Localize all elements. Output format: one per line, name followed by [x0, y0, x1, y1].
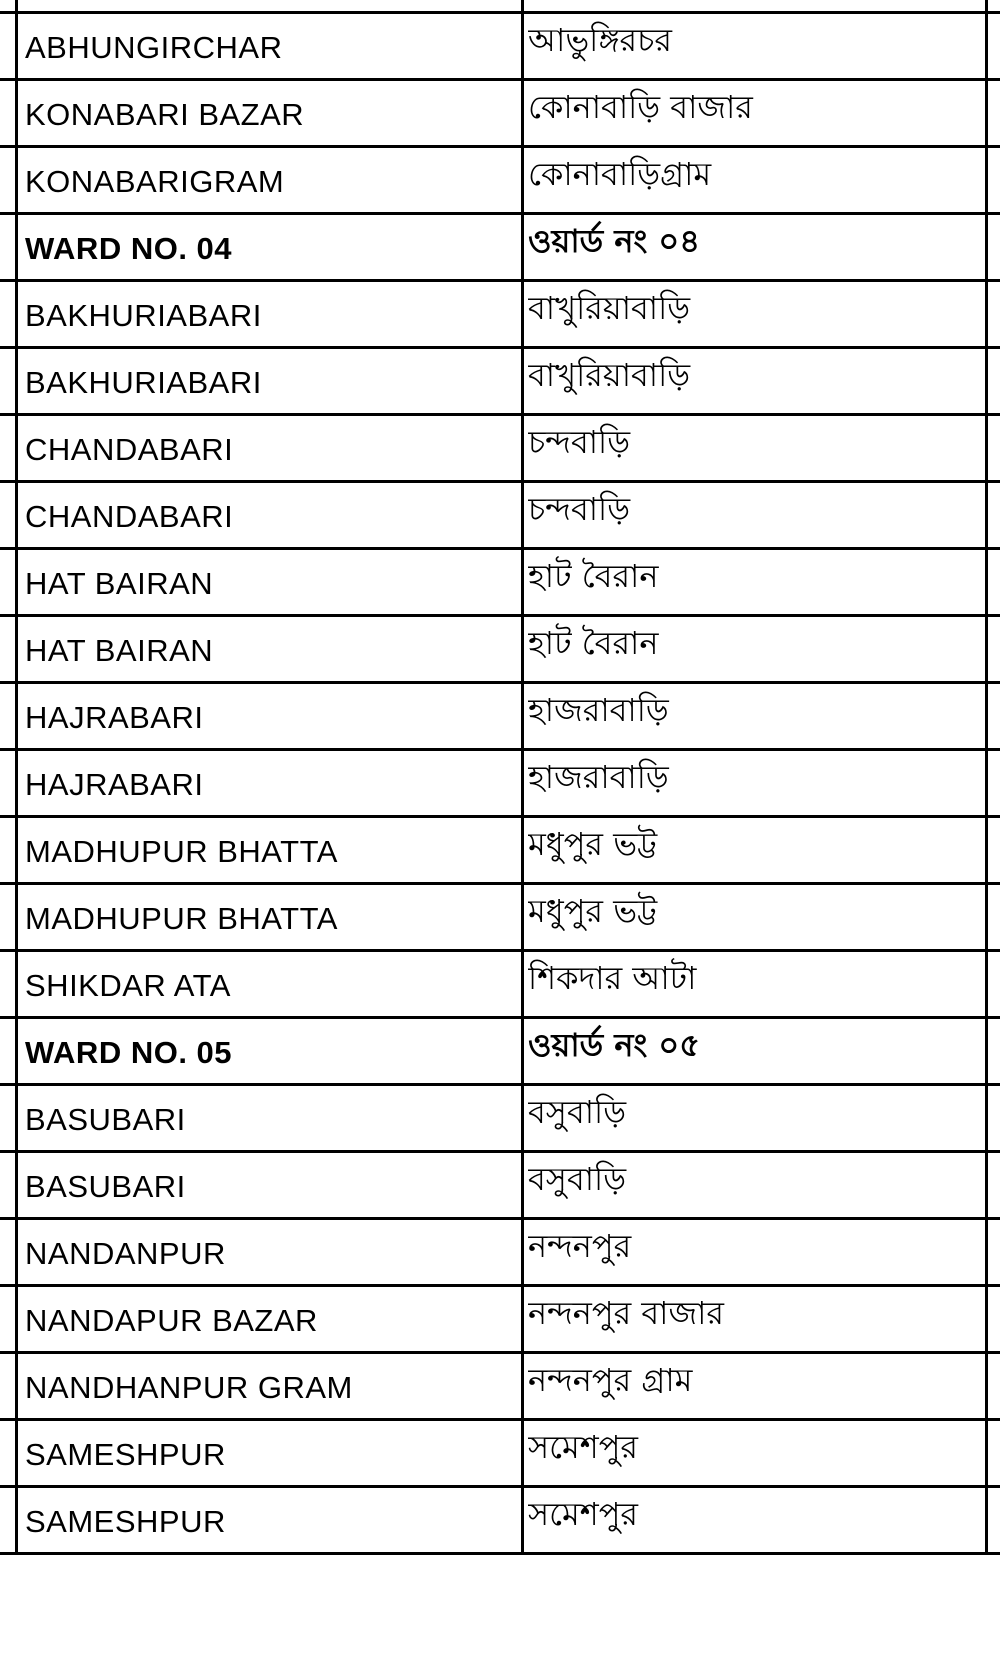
english-name-cell: HAT BAIRAN	[25, 632, 214, 668]
row-divider	[0, 11, 1000, 14]
bengali-name-cell: আভুঙ্গিরচর	[528, 20, 673, 59]
row-divider	[0, 480, 1000, 483]
row-divider	[0, 949, 1000, 952]
bengali-name-cell: ওয়ার্ড নং ০৪	[528, 221, 700, 260]
row-divider	[0, 78, 1000, 81]
english-name-cell: KONABARIGRAM	[25, 163, 285, 199]
row-divider	[0, 346, 1000, 349]
row-divider	[0, 748, 1000, 751]
bengali-name-cell: নন্দনপুর	[528, 1226, 632, 1265]
table-row	[0, 1218, 1000, 1285]
english-name-cell: BASUBARI	[25, 1101, 186, 1137]
row-divider	[0, 1150, 1000, 1153]
table-row	[0, 1285, 1000, 1352]
bengali-name-cell: সমেশপুর	[528, 1427, 639, 1466]
row-divider	[0, 1284, 1000, 1287]
ward-header-row	[0, 213, 1000, 280]
row-divider	[0, 882, 1000, 885]
column-divider	[521, 0, 524, 1554]
english-name-cell: SAMESHPUR	[25, 1503, 226, 1539]
bengali-name-cell: শিকদার আটা	[528, 958, 697, 997]
row-divider	[0, 1485, 1000, 1488]
bengali-name-cell: বাখুরিয়াবাড়ি	[528, 288, 691, 327]
bengali-name-cell: বসুবাড়ি	[528, 1159, 627, 1198]
left-border	[15, 0, 18, 1554]
bengali-name-cell: বসুবাড়ি	[528, 1092, 627, 1131]
english-name-cell: KONABARI BAZAR	[25, 96, 305, 132]
bengali-name-cell: চন্দবাড়ি	[528, 422, 631, 461]
english-name-cell: BASUBARI	[25, 1168, 186, 1204]
row-divider	[0, 1016, 1000, 1019]
table-row	[0, 12, 1000, 79]
table-row	[0, 548, 1000, 615]
right-border	[985, 0, 988, 1554]
table-row	[0, 615, 1000, 682]
row-divider	[0, 547, 1000, 550]
bengali-name-cell: হাজরাবাড়ি	[528, 757, 669, 796]
table-row	[0, 146, 1000, 213]
english-name-cell: SHIKDAR ATA	[25, 967, 231, 1003]
bengali-name-cell: কোনাবাড়িগ্রাম	[528, 154, 712, 193]
row-divider	[0, 212, 1000, 215]
bengali-name-cell: হাজরাবাড়ি	[528, 690, 669, 729]
bengali-name-cell: বাখুরিয়াবাড়ি	[528, 355, 691, 394]
row-divider	[0, 681, 1000, 684]
english-name-cell: MADHUPUR BHATTA	[25, 833, 338, 869]
row-divider	[0, 1083, 1000, 1086]
table-row	[0, 682, 1000, 749]
english-name-cell: CHANDABARI	[25, 431, 234, 467]
english-name-cell: SAMESHPUR	[25, 1436, 226, 1472]
english-name-cell: WARD NO. 04	[25, 230, 233, 266]
row-divider	[0, 1351, 1000, 1354]
table-row	[0, 414, 1000, 481]
row-divider	[0, 145, 1000, 148]
table-row	[0, 347, 1000, 414]
row-divider	[0, 279, 1000, 282]
english-name-cell: NANDHANPUR GRAM	[25, 1369, 353, 1405]
bengali-name-cell: হাট বৈরান	[528, 556, 659, 595]
bengali-name-cell: চন্দবাড়ি	[528, 489, 631, 528]
bengali-name-cell: নন্দনপুর বাজার	[528, 1293, 724, 1332]
english-name-cell: BAKHURIABARI	[25, 364, 262, 400]
table-row	[0, 481, 1000, 548]
english-name-cell: BAKHURIABARI	[25, 297, 262, 333]
row-divider	[0, 815, 1000, 818]
bengali-name-cell: সমেশপুর	[528, 1494, 639, 1533]
english-name-cell: CHANDABARI	[25, 498, 234, 534]
row-divider	[0, 1552, 1000, 1555]
row-divider	[0, 1217, 1000, 1220]
bengali-name-cell: কোনাবাড়ি বাজার	[528, 87, 753, 126]
row-divider	[0, 413, 1000, 416]
bengali-name-cell: মধুপুর ভট্ট	[528, 891, 658, 930]
english-name-cell: HAT BAIRAN	[25, 565, 214, 601]
table-row	[0, 1486, 1000, 1553]
bengali-name-cell: ওয়ার্ড নং ০৫	[528, 1025, 700, 1064]
table-row	[0, 1084, 1000, 1151]
table-row	[0, 816, 1000, 883]
bengali-name-cell: নন্দনপুর গ্রাম	[528, 1360, 693, 1399]
english-name-cell: WARD NO. 05	[25, 1034, 233, 1070]
table-row	[0, 1151, 1000, 1218]
english-name-cell: MADHUPUR BHATTA	[25, 900, 338, 936]
english-name-cell: NANDAPUR BAZAR	[25, 1302, 318, 1338]
table-row	[0, 950, 1000, 1017]
ward-header-row	[0, 1017, 1000, 1084]
table-row	[0, 1419, 1000, 1486]
english-name-cell: HAJRABARI	[25, 766, 204, 802]
table-row	[0, 1352, 1000, 1419]
table-row	[0, 749, 1000, 816]
bengali-name-cell: মধুপুর ভট্ট	[528, 824, 658, 863]
english-name-cell: ABHUNGIRCHAR	[25, 29, 283, 65]
row-divider	[0, 1418, 1000, 1421]
table-row	[0, 883, 1000, 950]
bengali-name-cell: হাট বৈরান	[528, 623, 659, 662]
table-row	[0, 280, 1000, 347]
table-row	[0, 79, 1000, 146]
english-name-cell: NANDANPUR	[25, 1235, 226, 1271]
english-name-cell: HAJRABARI	[25, 699, 204, 735]
row-divider	[0, 614, 1000, 617]
